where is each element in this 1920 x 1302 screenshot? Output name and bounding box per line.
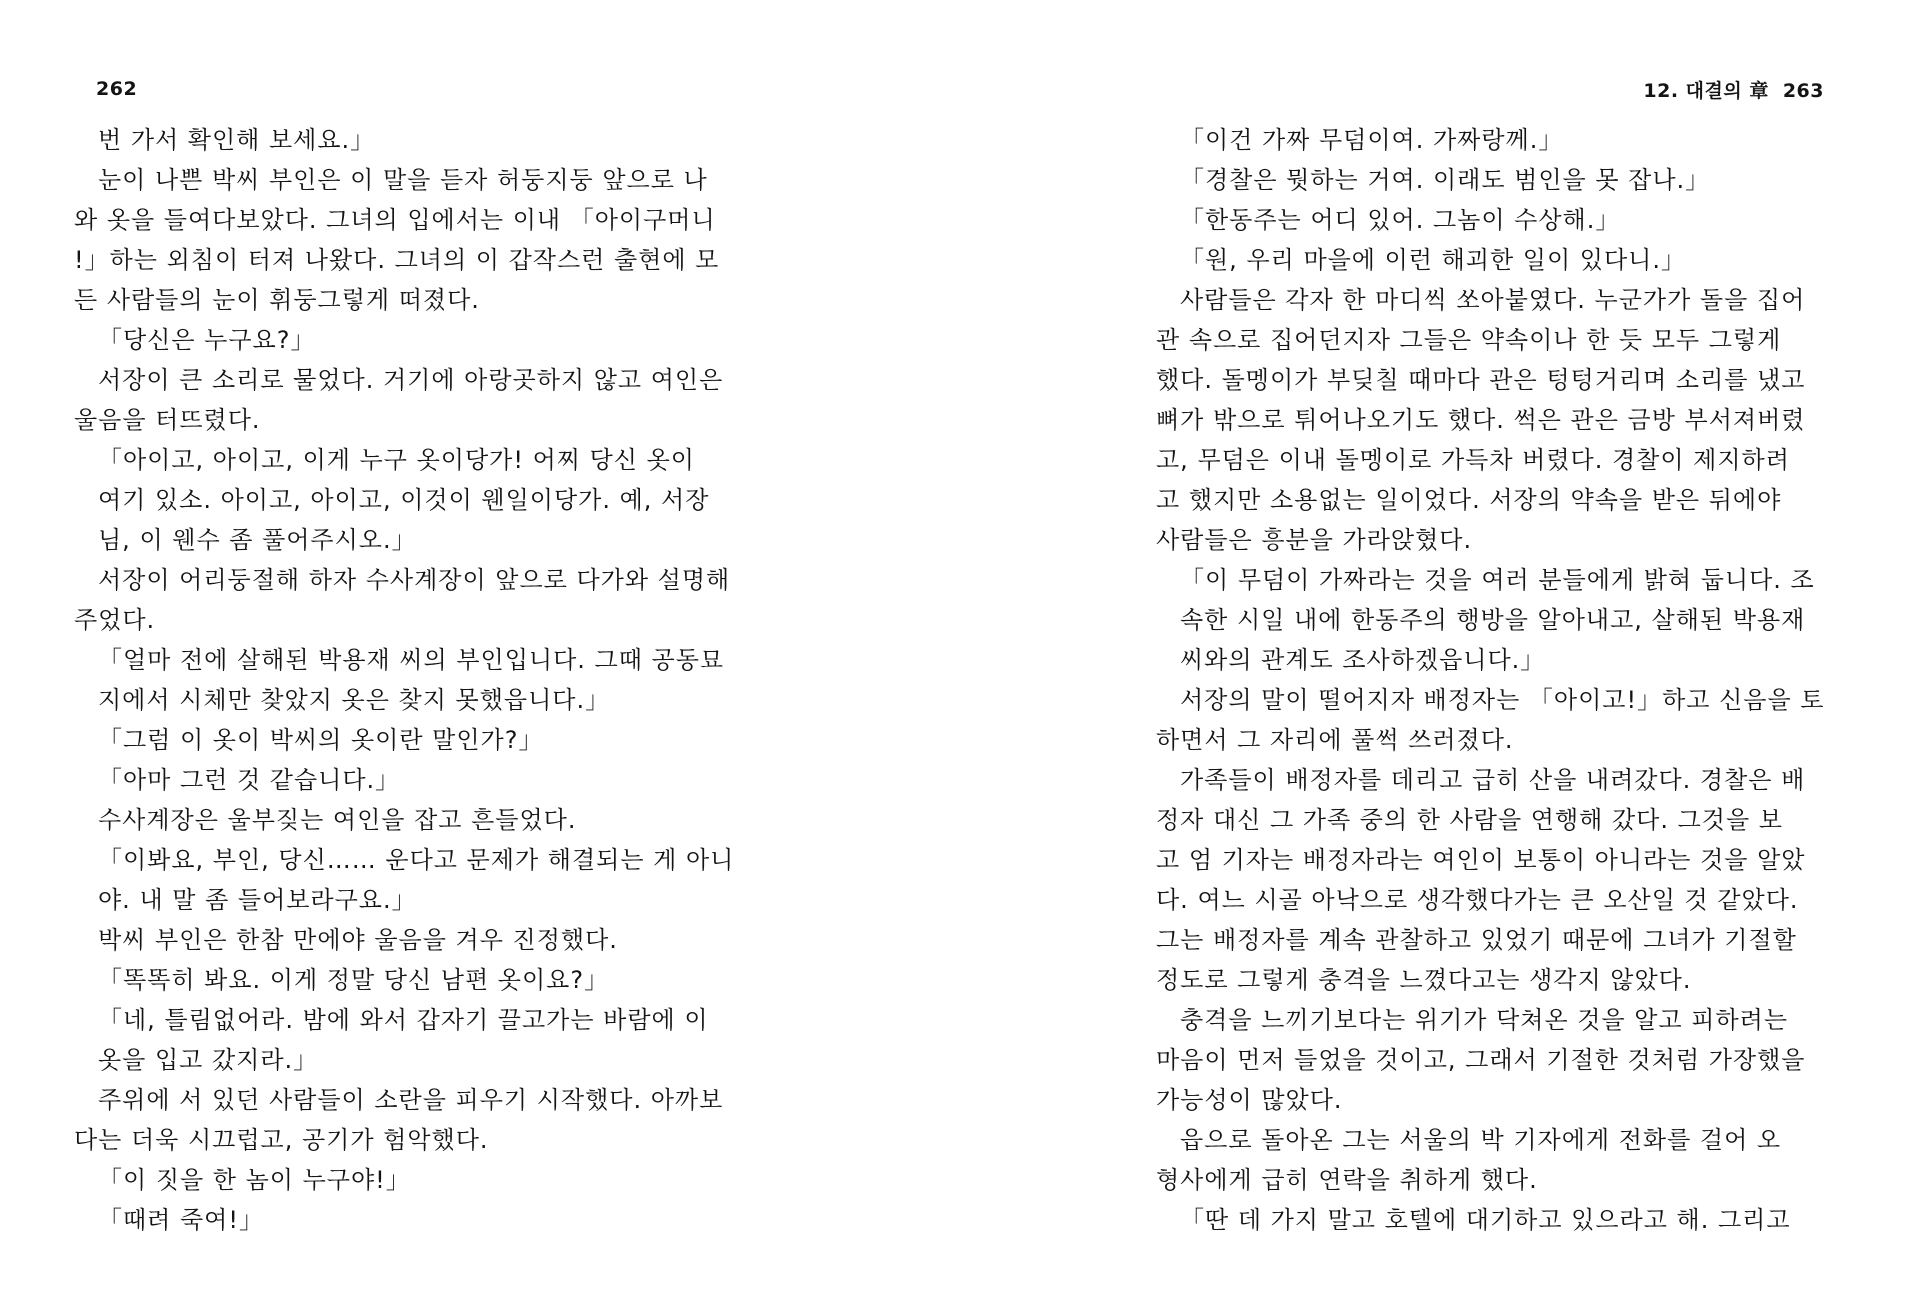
text-line: 「얼마 전에 살해된 박용재 씨의 부인입니다. 그때 공동묘 [98,646,725,674]
text-line: 수사계장은 울부짖는 여인을 잡고 흔들었다. [98,806,577,834]
right-page-body [1156,120,1824,1240]
page-number-left: 262 [96,78,138,100]
text-line: 「아마 그런 것 같습니다.」 [98,766,401,794]
text-line: 님, 이 웬수 좀 풀어주시오.」 [98,526,417,554]
text-line: 정자 대신 그 가족 중의 한 사람을 연행해 갔다. 그것을 보 [1156,806,1783,834]
text-line: 야. 내 말 좀 들어보라구요.」 [98,886,417,914]
text-line: 「한동주는 어디 있어. 그놈이 수상해.」 [1180,206,1621,234]
text-line: 정도로 그렇게 충격을 느꼈다고는 생각지 않았다. [1156,966,1692,994]
text-line: 사람들은 각자 한 마디씩 쏘아붙였다. 누군가가 돌을 집어 [1180,286,1806,314]
page-number-right: 263 [1782,80,1824,102]
text-line: 「아이고, 아이고, 이게 누구 옷이당가! 어찌 당신 옷이 [98,446,695,474]
text-line: 뼈가 밖으로 튀어나오기도 했다. 썩은 관은 금방 부서져버렸 [1156,406,1806,434]
text-line: 「원, 우리 마을에 이런 해괴한 일이 있다니.」 [1180,246,1686,274]
text-line: 「그럼 이 옷이 박씨의 옷이란 말인가?」 [98,726,544,754]
text-line: 「이 짓을 한 놈이 누구야!」 [98,1166,411,1194]
text-line: 고, 무덤은 이내 돌멩이로 가득차 버렸다. 경찰이 제지하려 [1156,446,1790,474]
text-line: 여기 있소. 아이고, 아이고, 이것이 웬일이당가. 예, 서장 [98,486,710,514]
text-line: 속한 시일 내에 한동주의 행방을 알아내고, 살해된 박용재 [1180,606,1806,634]
text-line: 박씨 부인은 한참 만에야 울음을 겨우 진정했다. [98,926,618,954]
text-line: 충격을 느끼기보다는 위기가 닥쳐온 것을 알고 피하려는 [1180,1006,1789,1034]
text-line: 고 엄 기자는 배정자라는 여인이 보통이 아니라는 것을 알았 [1156,846,1806,874]
text-line: 사람들은 흥분을 가라앉혔다. [1156,526,1473,554]
text-line: 고 했지만 소용없는 일이었다. 서장의 약속을 받은 뒤에야 [1156,486,1782,514]
running-header [1643,76,1824,103]
text-line: 와 옷을 들여다보았다. 그녀의 입에서는 이내 「아이구머니 [74,206,716,234]
text-line: 「네, 틀림없어라. 밤에 와서 갑자기 끌고가는 바람에 이 [98,1006,709,1034]
text-line: 씨와의 관계도 조사하겠읍니다.」 [1180,646,1546,674]
text-line: 옷을 입고 갔지라.」 [98,1046,319,1074]
text-line: 그는 배정자를 계속 관찰하고 있었기 때문에 그녀가 기절할 [1156,926,1797,954]
text-line: 번 가서 확인해 보세요.」 [98,126,376,154]
text-line: 「딴 데 가지 말고 호텔에 대기하고 있으라고 해. 그리고 [1180,1206,1791,1234]
text-line: 주었다. [74,606,156,634]
text-line: !」하는 외침이 터져 나왔다. 그녀의 이 갑작스런 출현에 모 [74,246,720,274]
text-line: 관 속으로 집어던지자 그들은 약속이나 한 듯 모두 그렇게 [1156,326,1782,354]
text-line: 지에서 시체만 찾았지 옷은 찾지 못했읍니다.」 [98,686,611,714]
left-page-body [74,120,734,1240]
text-line: 「때려 죽여!」 [98,1206,264,1234]
text-line: 든 사람들의 눈이 휘둥그렇게 떠졌다. [74,286,480,314]
text-line: 마음이 먼저 들었을 것이고, 그래서 기절한 것처럼 가장했을 [1156,1046,1806,1074]
text-line: 서장의 말이 떨어지자 배정자는 「아이고!」하고 신음을 토 [1180,686,1825,714]
text-line: 가족들이 배정자를 데리고 급히 산을 내려갔다. 경찰은 배 [1180,766,1806,794]
text-line: 서장이 큰 소리로 물었다. 거기에 아랑곳하지 않고 여인은 [98,366,724,394]
text-line: 「똑똑히 봐요. 이게 정말 당신 남편 옷이요?」 [98,966,610,994]
text-line: 형사에게 급히 연락을 취하게 했다. [1156,1166,1538,1194]
text-line: 했다. 돌멩이가 부딪칠 때마다 관은 텅텅거리며 소리를 냈고 [1156,366,1806,394]
text-line: 읍으로 돌아온 그는 서울의 박 기자에게 전화를 걸어 오 [1180,1126,1782,1154]
text-line: 울음을 터뜨렸다. [74,406,261,434]
text-line: 다. 여느 시골 아낙으로 생각했다가는 큰 오산일 것 같았다. [1156,886,1799,914]
chapter-header: 12. 대결의 章 [1643,80,1769,102]
right-page [960,0,1920,1302]
text-line: 주위에 서 있던 사람들이 소란을 피우기 시작했다. 아까보 [98,1086,724,1114]
text-line: 다는 더욱 시끄럽고, 공기가 험악했다. [74,1126,489,1154]
text-line: 「이 무덤이 가짜라는 것을 여러 분들에게 밝혀 둡니다. 조 [1180,566,1815,594]
text-line: 「이건 가짜 무덤이여. 가짜랑께.」 [1180,126,1564,154]
text-line: 눈이 나쁜 박씨 부인은 이 말을 듣자 허둥지둥 앞으로 나 [98,166,708,194]
text-line: 「당신은 누구요?」 [98,326,316,354]
text-line: 하면서 그 자리에 풀썩 쓰러졌다. [1156,726,1514,754]
text-line: 「경찰은 뭣하는 거여. 이래도 범인을 못 잡나.」 [1180,166,1711,194]
text-line: 서장이 어리둥절해 하자 수사계장이 앞으로 다가와 설명해 [98,566,731,594]
text-line: 「이봐요, 부인, 당신…… 운다고 문제가 해결되는 게 아니 [98,846,735,874]
text-line: 가능성이 많았다. [1156,1086,1343,1114]
